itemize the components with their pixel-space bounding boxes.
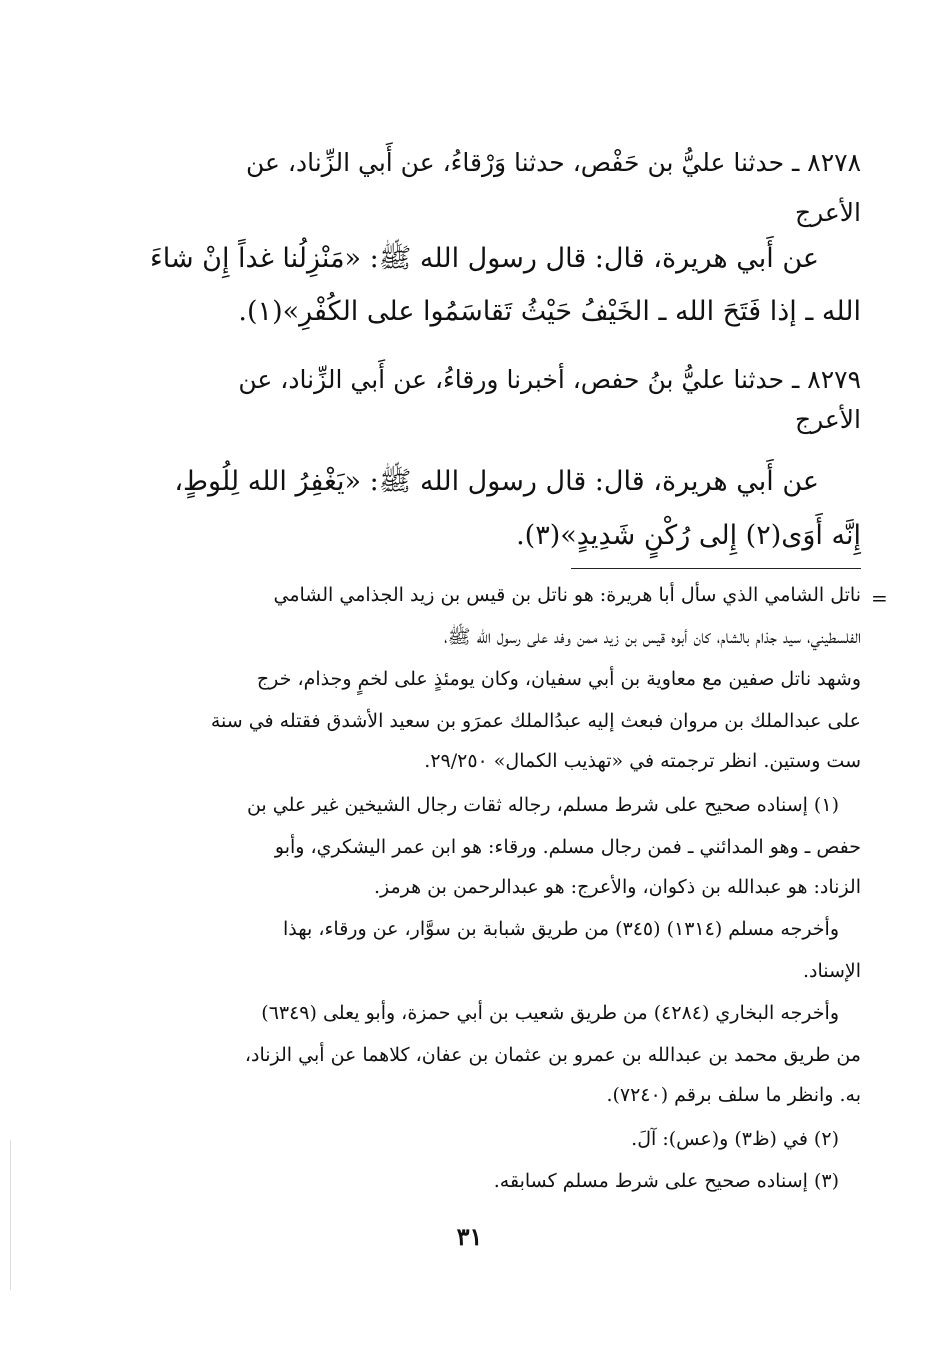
- footnote-continued-line-3: وشهد ناتل صفين مع معاوية بن أبي سفيان، وكان يومئذٍ على لخمٍ وجذام، خرج: [256, 668, 861, 690]
- footnote-1-line-4: وأخرجه مسلم (١٣١٤) (٣٤٥) من طريق شبابة بن سوَّار، عن ورقاء، بهذا: [283, 918, 839, 940]
- hadith-8279-line-1: ٨٢٧٩ ـ حدثنا عليُّ بنُ حفص، أخبرنا ورقاءُ، عن أَبي الزِّناد، عن: [238, 365, 861, 394]
- footnote-continued-line-5: ست وستين. انظر ترجمته في «تهذيب الكمال» ٢٩/٢٥٠.: [424, 750, 861, 772]
- footnote-continued-line-1: ناتل الشامي الذي سأل أبا هريرة: هو ناتل بن قيس بن زيد الجذامي الشامي: [273, 584, 861, 606]
- hadith-8279-line-4: إِنَّه أَوَى(٢) إِلى رُكْنٍ شَدِيدٍ»(٣).: [516, 520, 861, 551]
- footnote-separator: [571, 568, 861, 569]
- page-number: ٣١: [456, 1222, 483, 1251]
- footnote-1-line-2: حفص ـ وهو المدائني ـ فمن رجال مسلم. ورقاء: هو ابن عمر اليشكري، وأبو: [274, 836, 861, 858]
- hadith-8278-line-2: الأعرج: [794, 198, 861, 227]
- scan-margin-line: [10, 1140, 11, 1290]
- footnote-1-line-6: وأخرجه البخاري (٤٢٨٤) من طريق شعيب بن أبي حمزة، وأبو يعلى (٦٣٤٩): [261, 1002, 839, 1024]
- hadith-8278-line-3: عن أَبي هريرة، قال: قال رسول الله ﷺ: «مَنْزِلُنا غداً إِنْ شاءَ: [150, 243, 819, 274]
- footnote-1-line-5: الإسناد.: [802, 960, 861, 982]
- footnote-1-line-7: من طريق محمد بن عبدالله بن عمرو بن عثمان بن عفان، كلاهما عن أبي الزناد،: [244, 1044, 861, 1066]
- continuation-mark: =: [871, 586, 888, 610]
- footnote-1-line-3: الزناد: هو عبدالله بن ذكوان، والأعرج: هو عبدالرحمن بن هرمز.: [373, 876, 861, 898]
- hadith-8279-line-3: عن أَبي هريرة، قال: قال رسول الله ﷺ: «يَغْفِرُ الله لِلُوطٍ،: [174, 466, 819, 497]
- footnote-1-line-1: (١) إسناده صحيح على شرط مسلم، رجاله ثقات رجال الشيخين غير علي بن: [246, 794, 839, 816]
- footnote-1-line-8: به. وانظر ما سلف برقم (٧٢٤٠).: [606, 1084, 861, 1106]
- hadith-8278-line-4: الله ـ إذا فَتَحَ الله ـ الخَيْفُ حَيْثُ تَقاسَمُوا على الكُفْرِ»(١).: [238, 296, 861, 327]
- footnote-2: (٢) في (ظ٣) و(عس): آلَ.: [631, 1128, 839, 1150]
- hadith-8278-line-1: ٨٢٧٨ ـ حدثنا عليُّ بن حَفْص، حدثنا وَرْقاءُ، عن أَبي الزِّناد، عن: [246, 148, 861, 177]
- hadith-8279-line-2: الأعرج: [794, 405, 861, 434]
- footnote-continued-line-2: الفلسطيني، سيد جذام بالشام، كان أبوه قيس بن زيد ممن وفد على رسول الله ﷺ،: [444, 626, 861, 648]
- footnote-3: (٣) إسناده صحيح على شرط مسلم كسابقه.: [493, 1170, 839, 1192]
- footnote-continued-line-4: على عبدالملك بن مروان فبعث إليه عبدُالملك عمرَو بن سعيد الأشدق فقتله في سنة: [210, 710, 861, 732]
